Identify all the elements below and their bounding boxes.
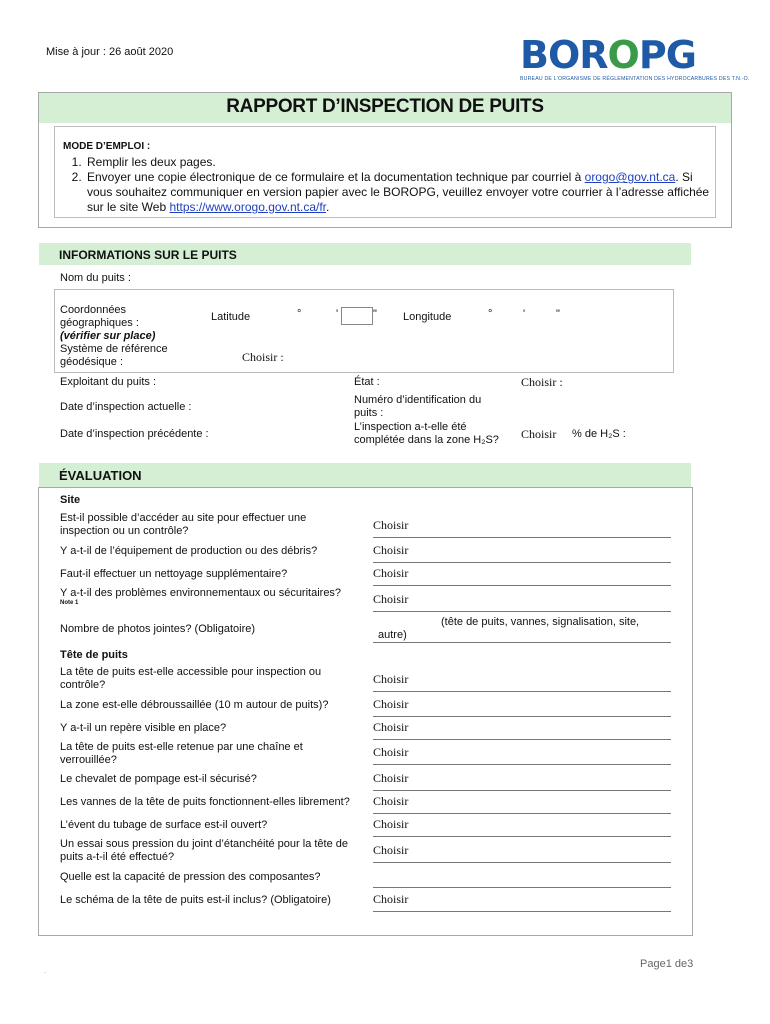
instruction-step-2: 2. Envoyer une copie électronique de ce formulaire et la documentation technique par courriel à orogo@gov.nt.ca. Si vous souhaitez communiquer en version papier avec le BOROPG, veuillez envoyer votre courrier à l’adresse affichée sur le site Web https://www.orogo.gov.nt.ca/fr. xyxy=(85,170,710,215)
email-link[interactable]: orogo@gov.nt.ca xyxy=(584,170,676,184)
q-diagram: Le schéma de la tête de puits est-il inclus? (Obligatoire) xyxy=(60,894,331,906)
well-name-label: Nom du puits : xyxy=(60,272,131,284)
previous-date-label: Date d’inspection précédente : xyxy=(60,428,209,440)
evaluation-section-header xyxy=(39,463,691,487)
q-pressure: Un essai sous pression du joint d’étanchéité pour la tête de puits a-t-il été effectué? xyxy=(60,838,349,863)
chain-select[interactable]: Choisir xyxy=(373,745,671,765)
lon-min-symbol: ' xyxy=(523,308,526,320)
well-id-label: Numéro d’identification du puits : xyxy=(354,394,482,419)
q-equipment: Y a-t-il de l’équipement de production ou des débris? xyxy=(60,545,318,557)
q-access: Est-il possible d’accéder au site pour effectuer une inspection ou un contrôle? xyxy=(60,512,307,537)
coords-label: Coordonnées géographiques : (vérifier sur place) Système de référence géodésique : xyxy=(60,304,168,368)
info-heading: INFORMATIONS SUR LE PUITS xyxy=(59,248,237,262)
datum-select[interactable]: Choisir : xyxy=(242,350,284,364)
lat-min-symbol: ' xyxy=(336,308,339,320)
page-title: RAPPORT D’INSPECTION DE PUITS xyxy=(226,96,544,117)
boropg-logo: BOROPG BUREAU DE L'ORGANISME DE RÉGLEMENTATION DES HYDROCARBURES DES T.N.-O. xyxy=(520,33,750,82)
lon-sec-symbol: " xyxy=(556,308,560,320)
operator-label: Exploitant du puits : xyxy=(60,376,157,388)
update-date: Mise à jour : 26 août 2020 xyxy=(46,46,174,58)
instruction-step-1: 1. Remplir les deux pages. xyxy=(85,155,710,170)
footer-dot: . xyxy=(44,966,47,975)
capacity-field[interactable] xyxy=(373,868,671,888)
env-select[interactable]: Choisir xyxy=(373,592,671,612)
q-wh-access: La tête de puits est-elle accessible pour inspection ou contrôle? xyxy=(60,666,322,691)
note-1: Note 1 xyxy=(60,600,79,606)
q-env: Y a-t-il des problèmes environnementaux ou sécuritaires? xyxy=(60,587,342,599)
q-chain: La tête de puits est-elle retenue par une chaîne et verrouillée? xyxy=(60,741,303,766)
evaluation-heading: ÉVALUATION xyxy=(59,468,142,483)
pumpjack-select[interactable]: Choisir xyxy=(373,771,671,791)
h2s-select[interactable]: Choisir xyxy=(521,427,557,441)
wh-access-select[interactable]: Choisir xyxy=(373,672,671,692)
status-label: État : xyxy=(354,376,380,388)
wellhead-title: Tête de puits xyxy=(60,649,128,661)
q-pumpjack: Le chevalet de pompage est-il sécurisé? xyxy=(60,773,257,785)
lat-sec-symbol: " xyxy=(373,308,377,320)
q-vent: L’évent du tubage de surface est-il ouvert? xyxy=(60,819,268,831)
h2s-question: L’inspection a-t-elle été complétée dans la zone H₂S? xyxy=(354,421,499,446)
q-photos: Nombre de photos jointes? (Obligatoire) xyxy=(60,623,256,635)
page-number: Page1 de3 xyxy=(640,958,694,970)
q-brush: La zone est-elle débroussaillée (10 m autour de puits)? xyxy=(60,699,329,711)
lat-deg-symbol: ° xyxy=(297,308,302,320)
vent-select[interactable]: Choisir xyxy=(373,817,671,837)
pressure-test-select[interactable]: Choisir xyxy=(373,843,671,863)
brush-select[interactable]: Choisir xyxy=(373,697,671,717)
q-cleanup: Faut-il effectuer un nettoyage supplémentaire? xyxy=(60,568,288,580)
longitude-label: Longitude xyxy=(403,311,452,323)
photos-count-field[interactable]: autre) xyxy=(373,616,671,643)
title-bar xyxy=(39,93,731,123)
diagram-select[interactable]: Choisir xyxy=(373,892,671,912)
instructions-label: MODE D’EMPLOI : xyxy=(63,141,151,152)
latitude-label: Latitude xyxy=(211,311,251,323)
instructions-box xyxy=(54,126,716,218)
lat-seconds-input[interactable] xyxy=(341,307,373,325)
marker-select[interactable]: Choisir xyxy=(373,720,671,740)
photos-hint: (tête de puits, vannes, signalisation, site, xyxy=(441,616,640,628)
lon-deg-symbol: ° xyxy=(488,308,493,320)
website-link[interactable]: https://www.orogo.gov.nt.ca/fr xyxy=(169,200,327,214)
q-capacity: Quelle est la capacité de pression des composantes? xyxy=(60,871,321,883)
site-title: Site xyxy=(60,494,81,506)
status-select[interactable]: Choisir : xyxy=(521,375,563,389)
valves-select[interactable]: Choisir xyxy=(373,794,671,814)
q-valves: Les vannes de la tête de puits fonctionnent-elles librement? xyxy=(60,796,350,808)
access-select[interactable]: Choisir xyxy=(373,518,671,538)
current-date-label: Date d’inspection actuelle : xyxy=(60,401,192,413)
h2s-percent-label: % de H₂S : xyxy=(572,428,626,440)
equipment-select[interactable]: Choisir xyxy=(373,543,671,563)
cleanup-select[interactable]: Choisir xyxy=(373,566,671,586)
info-section-header xyxy=(39,243,691,265)
q-marker: Y a-t-il un repère visible en place? xyxy=(60,722,227,734)
